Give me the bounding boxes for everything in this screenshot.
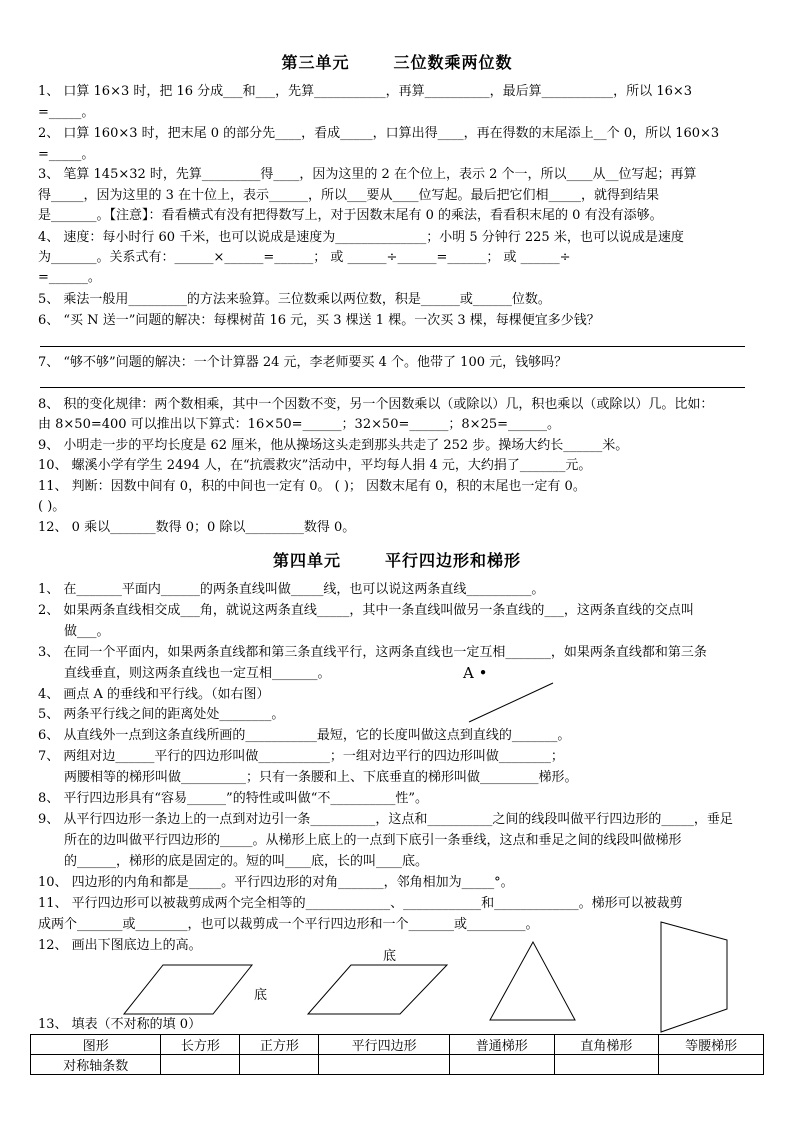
u4-q9-line1: 9、 从平行四边形一条边上的一点到对边引一条__________，这点和__________之间的线段叫做平行四边形的_____，垂足 <box>38 812 733 827</box>
table-header-cell: 普通梯形 <box>449 1035 554 1055</box>
table-header-cell: 直角梯形 <box>554 1035 659 1055</box>
table-header-cell: 图形 <box>31 1035 161 1055</box>
u4-q11-line2: 成两个_______或________，也可以裁剪成一个平行四边形和一个_______或_________。 <box>38 917 539 932</box>
u3-q5: 5、 乘法一般用_________的方法来验算。三位数乘以两位数，积是______或______位数。 <box>38 292 551 307</box>
symmetry-table <box>30 1034 764 1075</box>
u4-q2-line1: 2、 如果两条直线相交成___角，就说这两条直线_____，其中一条直线叫做另一条直线的___，这两条直线的交点叫 <box>38 603 694 618</box>
reference-line <box>469 683 553 722</box>
u3-q3-line3: 是_______。【注意】：看看横式有没有把得数写上，对于因数末尾有 0 的乘法，看看积末尾的 0 有没有添够。 <box>38 208 663 223</box>
u4-q4: 4、 画点 A 的垂线和平行线。（如右图） <box>38 687 270 702</box>
u3-q11-line2: ( )。 <box>38 499 66 514</box>
table-header-cell: 长方形 <box>161 1035 240 1055</box>
u3-q10: 10、 螺溪小学有学生 2494 人，在“抗震救灾”活动中，平均每人捐 4 元，大约捐了_______元。 <box>38 458 592 473</box>
u4-q1: 1、 在_______平面内______的两条直线叫做_____线，也可以说这两条直线__________。 <box>38 582 545 597</box>
u3-q4-line1: 4、 速度：每小时行 60 千米，也可以说成是速度为______________；小明 5 分钟行 225 米，也可以说成是速度 <box>38 230 684 245</box>
u3-q3-line1: 3、 笔算 145×32 时，先算_________得____，因为这里的 2 在个位上，表示 2 个一，所以____从__位写起；再算 <box>38 167 697 182</box>
u4-q3-line1: 3、 在同一个平面内，如果两条直线都和第三条直线平行，这两条直线也一定互相_______，如果两条直线都和第三条 <box>38 645 707 660</box>
u4-q7-line1: 7、 两组对边______平行的四边形叫做___________；一组对边平行的四边形叫做________； <box>38 749 564 764</box>
u4-q9-line3: 的______，梯形的底是固定的。短的叫____底，长的叫____底。 <box>64 854 429 869</box>
table-header-cell: 等腰梯形 <box>659 1035 764 1055</box>
trapezoid <box>661 922 727 1032</box>
u3-q8-line2: 由 8×50=400 可以推出以下算式：16×50=______；32×50=______；8×25=______。 <box>38 417 561 432</box>
parallelogram-1 <box>124 965 252 1014</box>
answer-cell[interactable] <box>161 1055 240 1075</box>
u4-q13: 13、 填表（不对称的填 0） <box>38 1017 202 1032</box>
unit3-title-name: 三位数乘两位数 <box>393 53 513 72</box>
parallelogram-2 <box>308 965 447 1014</box>
u4-q7-line2: 两腰相等的梯形叫做__________；只有一条腰和上、下底垂直的梯形叫做_________梯形。 <box>64 770 578 785</box>
base-label-1: 底 <box>254 988 268 1003</box>
u3-q2-line2: =_____。 <box>38 147 95 162</box>
u4-q5: 5、 两条平行线之间的距离处处________。 <box>38 707 285 722</box>
u3-q11-line1: 11、 判断：因数中间有 0，积的中间也一定有 0。 ( )； 因数末尾有 0，积的末尾也一定有 0。 <box>38 479 586 494</box>
u4-q12: 12、 画出下图底边上的高。 <box>38 938 202 953</box>
table-header-cell: 正方形 <box>240 1035 319 1055</box>
answer-cell[interactable] <box>319 1055 449 1075</box>
u3-q1-line2: =_____。 <box>38 105 95 120</box>
answer-cell[interactable] <box>449 1055 554 1075</box>
table-header-row <box>31 1035 764 1055</box>
u4-q8: 8、 平行四边形具有“容易______”的特性或叫做“不__________性”。 <box>38 791 428 806</box>
base-label-2: 底 <box>383 949 397 964</box>
u3-q8-line1: 8、 积的变化规律：两个数相乘，其中一个因数不变，另一个因数乘以（或除以）几，积也乘以（或除以）几。比如： <box>38 397 714 412</box>
u4-q3-line2: 直线垂直，则这两条直线也一定互相_______。 <box>64 666 331 681</box>
u3-q12: 12、 0 乘以_______数得 0；0 除以_________数得 0。 <box>38 520 356 535</box>
u3-q7: 7、 “够不够”问题的解决：一个计算器 24 元，李老师要买 4 个。他带了 100 元，钱够吗？ <box>38 355 568 370</box>
u4-q10: 10、 四边形的内角和都是_____。平行四边形的对角_______，邻角相加为_____°。 <box>38 875 514 890</box>
point-a-label: A • <box>463 664 488 682</box>
u4-q6: 6、 从直线外一点到这条直线所画的___________最短，它的长度叫做这点到直线的_______。 <box>38 728 571 743</box>
u4-q2-line2: 做___。 <box>64 624 110 639</box>
u3-q4-line2: 为_______。关系式有：______×______=______； 或 ______÷______=______； 或 ______÷ <box>38 250 571 265</box>
u3-q2-line1: 2、 口算 160×3 时，把末尾 0 的部分先____，看成_____，口算出得____，再在得数的末尾添上__个 0，所以 160×3 <box>38 126 720 141</box>
table-row <box>31 1055 764 1075</box>
u3-q3-line2: 得_____，因为这里的 3 在十位上，表示______，所以___要从____位写起。最后把它们相_____，就得到结果 <box>38 188 660 203</box>
u4-q11-line1: 11、 平行四边形可以被裁剪成两个完全相等的_____________、____________和_____________。梯形可以被裁剪 <box>38 896 683 911</box>
triangle <box>490 942 575 1020</box>
u4-q9-line2: 所在的边叫做平行四边形的_____。从梯形上底上的一点到下底引一条垂线，这点和垂足之间的线段叫做梯形 <box>64 833 682 848</box>
u3-q4-line3: =______。 <box>38 270 101 285</box>
unit4-title-number: 第四单元 <box>272 551 341 570</box>
answer-cell[interactable] <box>554 1055 659 1075</box>
unit4-title-name: 平行四边形和梯形 <box>385 551 522 570</box>
table-header-cell: 平行四边形 <box>319 1035 449 1055</box>
u3-q1-line1: 1、 口算 16×3 时，把 16 分成___和___，先算___________，再算__________，最后算___________，所以 16×3 <box>38 84 693 99</box>
table-row-label: 对称轴条数 <box>31 1055 161 1075</box>
unit3-title-number: 第三单元 <box>281 53 350 72</box>
u3-q6: 6、 “买 N 送一”问题的解决：每棵树苗 16 元，买 3 棵送 1 棵。一次买 3 棵，每棵便宜多少钱？ <box>38 313 600 328</box>
answer-cell[interactable] <box>659 1055 764 1075</box>
answer-cell[interactable] <box>240 1055 319 1075</box>
u3-q9: 9、 小明走一步的平均长度是 62 厘米，他从操场这头走到那头共走了 252 步。操场大约长______米。 <box>38 438 629 453</box>
